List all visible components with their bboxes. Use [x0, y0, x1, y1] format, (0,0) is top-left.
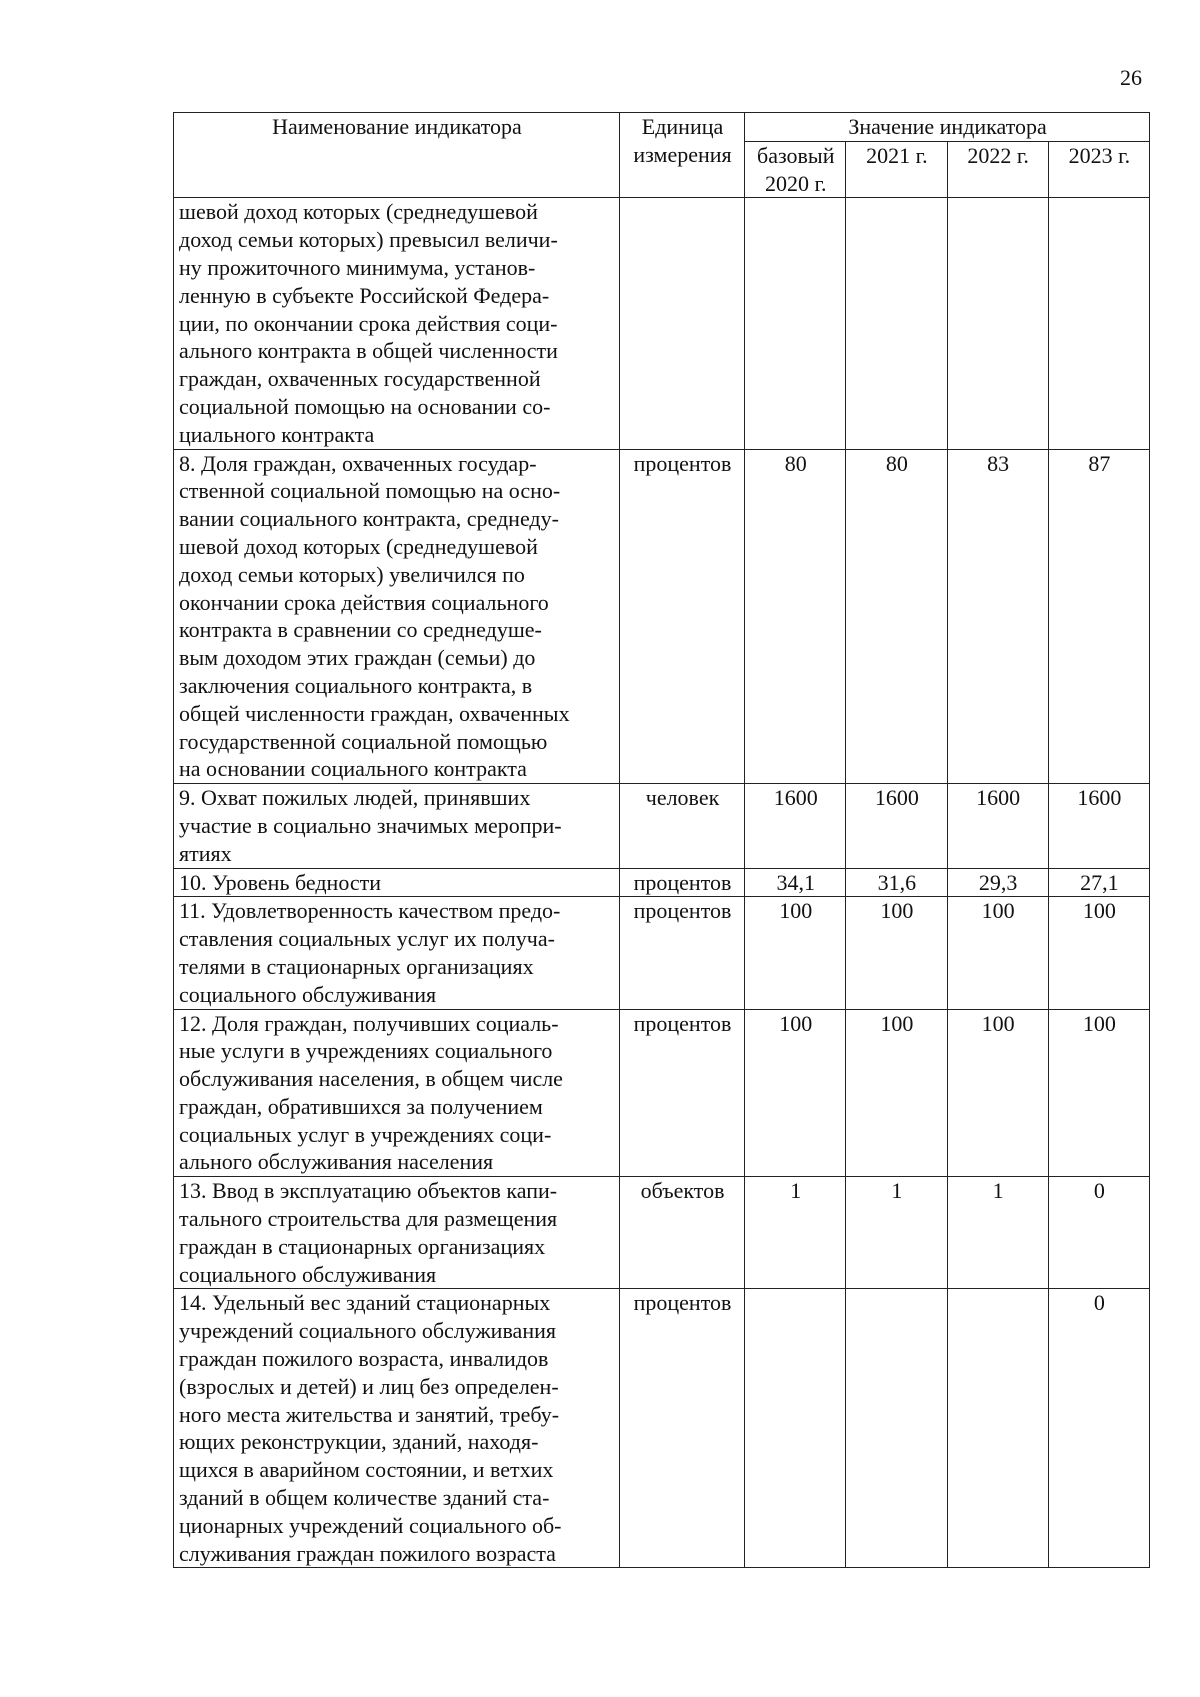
indicator-name-line: ну прожиточного минимума, установ-: [179, 254, 536, 280]
cell-indicator-name: [174, 868, 620, 897]
cell-2021: 1600: [846, 784, 947, 868]
indicator-name-line: шевой доход которых (среднедушевой: [179, 199, 538, 225]
cell-2022: [947, 1289, 1048, 1568]
indicator-name-line: социального обслуживания: [179, 981, 437, 1007]
indicator-name-line: 9. Охват пожилых людей, принявших: [179, 785, 531, 811]
cell-indicator-name: [174, 198, 620, 449]
cell-2021: 80: [846, 449, 947, 784]
cell-2020: 100: [745, 1009, 846, 1177]
cell-2021: [846, 1289, 947, 1568]
cell-2023: 0: [1048, 1177, 1149, 1289]
cell-2022: 29,3: [947, 868, 1048, 897]
indicator-name-line: 14. Удельный вес зданий стационарных: [179, 1290, 551, 1316]
cell-unit: [619, 198, 744, 449]
cell-2020: 80: [745, 449, 846, 784]
cell-2022: [947, 198, 1048, 449]
indicators-table: [173, 112, 1150, 1568]
cell-2020: 34,1: [745, 868, 846, 897]
cell-unit: процентов: [619, 1289, 744, 1568]
indicator-name-line: ющих реконструкции, зданий, находя-: [179, 1429, 539, 1455]
cell-unit: процентов: [619, 449, 744, 784]
indicator-name-line: (взрослых и детей) и лиц без определен-: [179, 1373, 559, 1399]
indicator-name-line: ленную в субъекте Российской Федера-: [179, 282, 550, 308]
indicator-name-line: 12. Доля граждан, получивших социаль-: [179, 1010, 559, 1036]
table-row: [174, 868, 1150, 897]
cell-unit: процентов: [619, 868, 744, 897]
indicator-name-line: граждан пожилого возраста, инвалидов: [179, 1346, 549, 1372]
table-row: [174, 784, 1150, 868]
cell-2022: 100: [947, 897, 1048, 1009]
header-unit: Единица измерения: [619, 113, 744, 198]
table-row: [174, 897, 1150, 1009]
cell-indicator-name: [174, 1009, 620, 1177]
indicator-name-line: контракта в сравнении со среднедуше-: [179, 617, 542, 643]
cell-2022: 100: [947, 1009, 1048, 1177]
cell-2021: 1: [846, 1177, 947, 1289]
indicator-name-line: заключения социального контракта, в: [179, 672, 533, 698]
cell-2020: [745, 1289, 846, 1568]
cell-2021: 100: [846, 897, 947, 1009]
indicator-name-line: социальной помощью на основании со-: [179, 393, 551, 419]
indicator-name-line: 8. Доля граждан, охваченных государ-: [179, 450, 537, 476]
indicator-name-line: ции, по окончании срока действия соци-: [179, 310, 558, 336]
indicator-name-line: ального контракта в общей численности: [179, 338, 558, 364]
indicator-name-line: граждан, охваченных государственной: [179, 366, 541, 392]
indicator-name-line: на основании социального контракта: [179, 756, 527, 782]
cell-2023: 87: [1048, 449, 1149, 784]
page-number: 26: [1120, 65, 1142, 90]
table-row: [174, 1177, 1150, 1289]
cell-2020: 100: [745, 897, 846, 1009]
indicator-name-line: ные услуги в учреждениях социального: [179, 1038, 553, 1064]
header-2021: 2021 г.: [846, 141, 947, 198]
cell-2021: 100: [846, 1009, 947, 1177]
indicator-name-line: социальных услуг в учреждениях соци-: [179, 1121, 552, 1147]
cell-2022: 1: [947, 1177, 1048, 1289]
cell-2020: 1: [745, 1177, 846, 1289]
cell-2023: 100: [1048, 897, 1149, 1009]
header-base-2020: базовый 2020 г.: [745, 141, 846, 198]
indicator-name-line: 10. Уровень бедности: [179, 869, 382, 895]
cell-unit: процентов: [619, 1009, 744, 1177]
table-row: [174, 1009, 1150, 1177]
cell-2023: 27,1: [1048, 868, 1149, 897]
indicator-name-line: ного места жительства и занятий, требу-: [179, 1401, 560, 1427]
indicator-name-line: тального строительства для размещения: [179, 1206, 558, 1232]
header-indicator-value: Значение индикатора: [745, 113, 1150, 142]
indicator-name-line: обслуживания населения, в общем числе: [179, 1066, 563, 1092]
table-row: [174, 449, 1150, 784]
indicator-name-line: участие в социально значимых меропри-: [179, 812, 562, 838]
cell-2022: 1600: [947, 784, 1048, 868]
indicator-name-line: ального обслуживания населения: [179, 1149, 494, 1175]
indicator-name-line: циального контракта: [179, 421, 375, 447]
indicator-name-line: общей численности граждан, охваченных: [179, 700, 570, 726]
cell-indicator-name: [174, 897, 620, 1009]
indicator-name-line: ятиях: [179, 840, 232, 866]
indicator-name-line: щихся в аварийном состоянии, и ветхих: [179, 1457, 554, 1483]
header-indicator-name: Наименование индикатора: [174, 113, 620, 198]
cell-2023: [1048, 198, 1149, 449]
indicator-name-line: шевой доход которых (среднедушевой: [179, 533, 538, 559]
cell-2021: [846, 198, 947, 449]
indicator-name-line: ционарных учреждений социального об-: [179, 1512, 562, 1538]
indicator-name-line: телями в стационарных организациях: [179, 953, 534, 979]
indicator-name-line: вым доходом этих граждан (семьи) до: [179, 645, 536, 671]
indicator-name-line: окончании срока действия социального: [179, 589, 549, 615]
cell-indicator-name: [174, 449, 620, 784]
indicator-name-line: учреждений социального обслуживания: [179, 1318, 556, 1344]
indicator-name-line: зданий в общем количестве зданий ста-: [179, 1485, 550, 1511]
indicator-name-line: социального обслуживания: [179, 1261, 437, 1287]
cell-2023: 1600: [1048, 784, 1149, 868]
cell-2021: 31,6: [846, 868, 947, 897]
cell-2023: 0: [1048, 1289, 1149, 1568]
indicator-name-line: доход семьи которых) увеличился по: [179, 561, 525, 587]
indicator-name-line: вании социального контракта, среднеду-: [179, 506, 559, 532]
cell-2020: 1600: [745, 784, 846, 868]
indicator-name-line: граждан в стационарных организациях: [179, 1233, 546, 1259]
indicator-name-line: ственной социальной помощью на осно-: [179, 478, 561, 504]
cell-2020: [745, 198, 846, 449]
cell-indicator-name: [174, 1177, 620, 1289]
cell-indicator-name: [174, 784, 620, 868]
indicator-name-line: ставления социальных услуг их получа-: [179, 926, 555, 952]
indicator-name-line: 11. Удовлетворенность качеством предо-: [179, 898, 561, 924]
table-row: [174, 198, 1150, 449]
indicator-name-line: граждан, обратившихся за получением: [179, 1093, 543, 1119]
cell-unit: человек: [619, 784, 744, 868]
indicator-name-line: государственной социальной помощью: [179, 728, 548, 754]
header-2022: 2022 г.: [947, 141, 1048, 198]
table-row: [174, 1289, 1150, 1568]
cell-unit: объектов: [619, 1177, 744, 1289]
cell-unit: процентов: [619, 897, 744, 1009]
cell-indicator-name: [174, 1289, 620, 1568]
indicator-name-line: 13. Ввод в эксплуатацию объектов капи-: [179, 1178, 558, 1204]
cell-2023: 100: [1048, 1009, 1149, 1177]
indicator-name-line: доход семьи которых) превысил величи-: [179, 227, 558, 253]
header-2023: 2023 г.: [1048, 141, 1149, 198]
indicator-name-line: служивания граждан пожилого возраста: [179, 1540, 556, 1566]
cell-2022: 83: [947, 449, 1048, 784]
